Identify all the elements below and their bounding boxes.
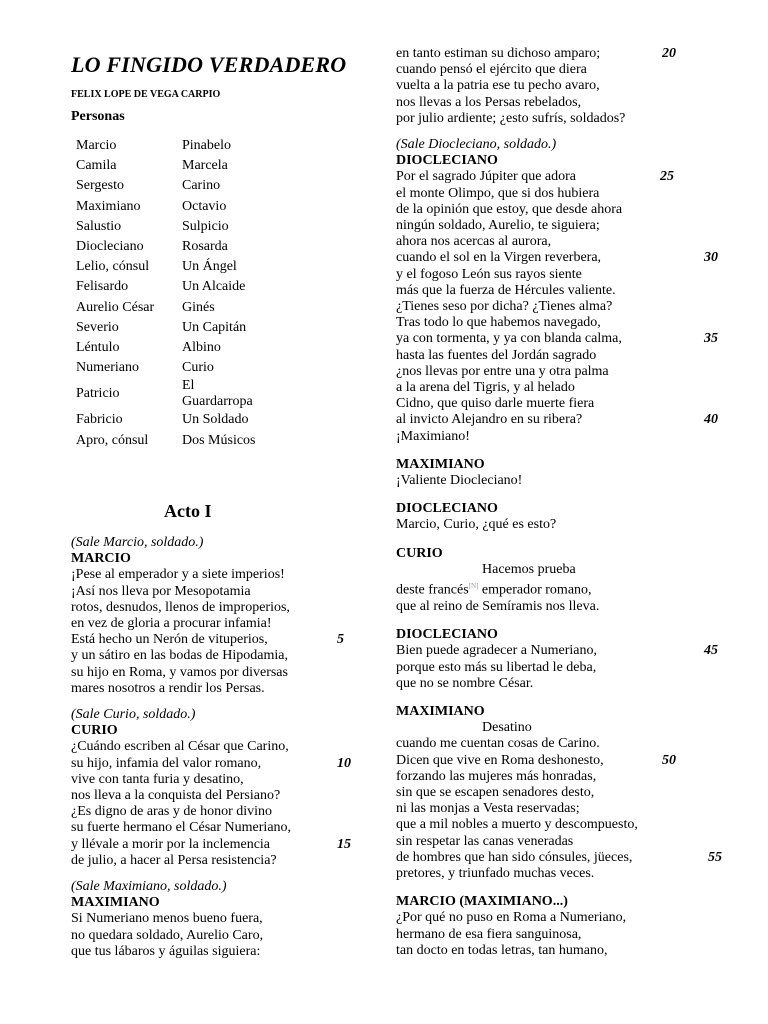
verse-line: ¿nos llevas por entre una y otra palma — [396, 363, 609, 379]
verse-line: que a mil nobles a muerto y descompuesto, — [396, 817, 638, 833]
cast-row — [71, 136, 262, 156]
character-name: Un Ángel — [182, 259, 237, 275]
verse-line: que tus lábaros y águilas siguiera: — [71, 943, 261, 959]
verse-line: rotos, desnudos, llenos de improperios, — [71, 599, 290, 615]
verse-line: ni las monjas a Vesta reservadas; — [396, 801, 580, 817]
verse-line: ¡Maximiano! — [396, 428, 470, 444]
cast-row — [71, 197, 262, 217]
character-name: Pinabelo — [182, 138, 231, 154]
character-name: Un Alcaide — [182, 279, 246, 295]
verse-line: y un sátiro en las bodas de Hipodamia, — [71, 648, 288, 664]
speaker-name: MAXIMIANO — [71, 895, 160, 911]
verse-line: cuando me cuentan cosas de Carino. — [396, 736, 600, 752]
line-number: 35 — [704, 331, 718, 347]
verse-line: su hijo, infamia del valor romano, 10 — [71, 755, 351, 771]
verse-line: Desatino — [482, 720, 532, 736]
stage-direction: (Sale Maximiano, soldado.) — [71, 879, 227, 895]
verse-block — [71, 739, 361, 869]
verse-line: nos llevas a los Persas rebelados, — [396, 94, 582, 110]
line-number: 55 — [708, 849, 722, 865]
character-name: Numeriano — [76, 360, 139, 376]
verse-line: forzando las mujeres más honradas, — [396, 768, 597, 784]
character-name: Diocleciano — [76, 239, 144, 255]
verse-line: que al reino de Semíramis nos lleva. — [396, 598, 600, 614]
character-name: El Guardarropa — [182, 378, 253, 410]
character-name: Carino — [182, 178, 221, 194]
cast-row — [71, 217, 262, 237]
verse-block — [396, 169, 726, 444]
verse-block — [71, 567, 361, 697]
cast-row — [71, 338, 262, 358]
verse-line: sin que se escapen senadores desto, — [396, 784, 595, 800]
verse-line: cuando pensó el ejército que diera — [396, 62, 587, 78]
stage-direction: (Sale Curio, soldado.) — [71, 707, 196, 723]
verse-line: deste francés[N] emperador romano, — [396, 582, 592, 598]
cast-row — [71, 298, 262, 318]
character-name: Lelio, cónsul — [76, 259, 150, 275]
verse-line: que no se nombre César. — [396, 675, 534, 691]
verse-line: Por el sagrado Júpiter que adora 25 — [396, 169, 674, 185]
line-number: 50 — [662, 752, 676, 768]
cast-row — [71, 237, 262, 257]
cast-row — [71, 156, 262, 176]
verse-block — [71, 911, 361, 960]
verse-line: vuelta a la patria ese tu pecho avaro, — [396, 78, 600, 94]
character-name: Dos Músicos — [182, 432, 256, 448]
character-name: Aurelio César — [76, 299, 155, 315]
personas-heading: Personas — [71, 109, 125, 124]
verse-line: tan docto en todas letras, tan humano, — [396, 942, 608, 958]
verse-line: Bien puede agradecer a Numeriano, 45 — [396, 643, 718, 659]
speaker-name: DIOCLECIANO — [396, 501, 498, 517]
verse-line: Tras todo lo que habemos navegado, — [396, 315, 601, 331]
speaker-name: DIOCLECIANO — [396, 153, 498, 169]
verse-line: en tanto estiman su dichoso amparo; 20 — [396, 46, 676, 61]
verse-line: Hacemos prueba — [482, 561, 576, 577]
verse-line: ¡Pese al emperador y a siete imperios! — [71, 567, 285, 583]
verse-line: mares nosotros a rendir los Persas. — [71, 680, 265, 696]
verse-line: ¿Es digno de aras y de honor divino — [71, 804, 273, 820]
speaker-name: MAXIMIANO — [396, 456, 485, 472]
character-name: Fabricio — [76, 412, 123, 428]
speaker-name: DIOCLECIANO — [396, 627, 498, 643]
character-name: Sulpicio — [182, 218, 229, 234]
right-column-text — [396, 46, 726, 959]
cast-row — [71, 410, 262, 430]
verse-line: Si Numeriano menos bueno fuera, — [71, 911, 263, 927]
cast-row — [71, 257, 262, 277]
cast-row — [71, 277, 262, 297]
line-number: 45 — [704, 643, 718, 659]
verse-line: de la opinión que estoy, que desde ahora — [396, 201, 623, 217]
cast-list — [71, 136, 262, 451]
verse-line: y llévale a morir por la inclemencia 15 — [71, 836, 351, 852]
verse-line: en vez de gloria a procurar infamia! — [71, 616, 272, 632]
cast-row — [71, 358, 262, 378]
verse-line: hermano de esa fiera sanguinosa, — [396, 926, 582, 942]
verse-block — [396, 643, 726, 692]
speaker-name: MAXIMIANO — [396, 703, 485, 719]
verse-line: pretores, y triunfado muchas veces. — [396, 866, 595, 881]
verse-line: ¿Por qué no puso en Roma a Numeriano, — [396, 910, 627, 926]
verse-line: ahora nos acercas al aurora, — [396, 234, 552, 250]
verse-line: su hijo en Roma, y vamos por diversas — [71, 664, 288, 680]
verse-line: Dicen que vive en Roma deshonesto, 50 — [396, 752, 676, 768]
character-name: Salustio — [76, 218, 122, 234]
line-number: 15 — [337, 836, 351, 852]
cast-row — [71, 430, 262, 450]
speaker-name: CURIO — [71, 723, 118, 739]
footnote-link[interactable]: [N] — [468, 582, 479, 591]
verse-block — [396, 517, 726, 533]
verse-block — [396, 736, 726, 882]
verse-line: sin respetar las canas veneradas — [396, 833, 574, 849]
character-name: Patricio — [76, 386, 120, 402]
verse-line: su fuerte hermano el César Numeriano, — [71, 820, 292, 836]
verse-line: nos lleva a la conquista del Persiano? — [71, 788, 281, 804]
verse-line: cuando el sol en la Virgen reverbera, 30 — [396, 250, 718, 266]
left-column-text — [71, 535, 361, 960]
verse-line: de hombres que han sido cónsules, jüeces, 55 — [396, 849, 722, 865]
character-name: Un Capitán — [182, 319, 247, 335]
verse-line: Cidno, que quiso darle muerte fiera — [396, 396, 595, 412]
character-name: Severio — [76, 319, 119, 335]
verse-line: al invicto Alejandro en su ribera? 40 — [396, 412, 718, 428]
character-name: Camila — [76, 158, 117, 174]
stage-direction: (Sale Marcio, soldado.) — [71, 535, 204, 550]
line-number: 5 — [337, 632, 344, 648]
cast-row — [71, 318, 262, 338]
verse-line: Marcio, Curio, ¿qué es esto? — [396, 517, 557, 533]
verse-block — [396, 46, 726, 127]
line-number: 25 — [660, 169, 674, 185]
line-number: 20 — [662, 46, 676, 61]
verse-line: y el fogoso León sus rayos siente — [396, 266, 582, 282]
character-name: Octavio — [182, 198, 227, 214]
act-heading: Acto I — [164, 501, 212, 521]
speaker-name: MARCIO (MAXIMIANO...) — [396, 894, 568, 910]
verse-line: por julio ardiente; ¿esto sufrís, soldados? — [396, 110, 626, 126]
verse-line: más que la fuerza de Hércules valiente. — [396, 282, 616, 298]
verse-line: ¡Así nos lleva por Mesopotamia — [71, 583, 251, 599]
verse-line: ningún soldado, Aurelio, te siguiera; — [396, 218, 600, 234]
character-name: Felisardo — [76, 279, 129, 295]
verse-block — [396, 910, 726, 959]
verse-line: vive con tanta furia y desatino, — [71, 771, 244, 787]
play-title: LO FINGIDO VERDADERO — [71, 52, 347, 77]
cast-row — [71, 176, 262, 196]
character-name: Albino — [182, 339, 221, 355]
verse-line: ya con tormenta, y ya con blanda calma, 35 — [396, 331, 718, 347]
verse-block — [396, 473, 726, 489]
verse-line: ¿Tienes seso por dicha? ¿Tienes alma? — [396, 299, 613, 315]
cast-row — [71, 378, 262, 410]
character-name: Ginés — [182, 299, 215, 315]
line-number: 10 — [337, 755, 351, 771]
verse-line: Está hecho un Nerón de vituperios, 5 — [71, 632, 344, 648]
verse-line: ¡Valiente Diocleciano! — [396, 473, 523, 489]
character-name: Maximiano — [76, 198, 141, 214]
character-name: Rosarda — [182, 239, 228, 255]
author-name: FELIX LOPE DE VEGA CARPIO — [71, 89, 221, 100]
verse-line: ¿Cuándo escriben al César que Carino, — [71, 739, 289, 755]
character-name: Léntulo — [76, 339, 120, 355]
verse-line: de julio, a hacer al Persa resistencia? — [71, 852, 277, 868]
line-number: 30 — [704, 250, 718, 266]
verse-line: porque esto más su libertad le deba, — [396, 659, 597, 675]
verse-line: hasta las fuentes del Jordán sagrado — [396, 347, 597, 363]
character-name: Sergesto — [76, 178, 124, 194]
character-name: Marcela — [182, 158, 228, 174]
line-number: 40 — [704, 412, 718, 428]
verse-line: no quedara soldado, Aurelio Caro, — [71, 927, 264, 943]
speaker-name: CURIO — [396, 545, 443, 561]
verse-line: a la arena del Tigris, y al helado — [396, 380, 575, 396]
verse-line: el monte Olimpo, que si dos hubiera — [396, 185, 600, 201]
stage-direction: (Sale Diocleciano, soldado.) — [396, 137, 557, 153]
character-name: Un Soldado — [182, 412, 249, 428]
speaker-name: MARCIO — [71, 551, 131, 567]
character-name: Marcio — [76, 138, 117, 154]
character-name: Apro, cónsul — [76, 432, 149, 448]
character-name: Curio — [182, 360, 214, 376]
